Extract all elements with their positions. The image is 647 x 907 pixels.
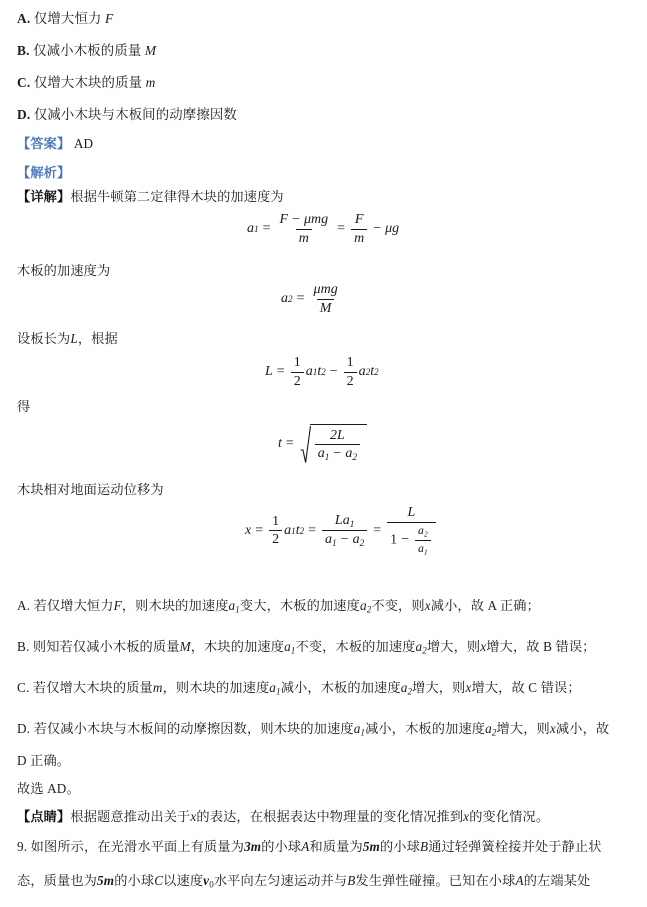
- displacement-label: 木块相对地面运动位移为: [17, 482, 164, 497]
- f-t-a1-sub: 1: [324, 452, 330, 463]
- analysis-a-p4: 不变，则: [371, 598, 425, 613]
- q9-l1-c: 和质量为: [309, 839, 363, 854]
- formula-x-nested-fraction: [415, 524, 431, 557]
- f-x-n-a2: a: [418, 523, 424, 537]
- analysis-b-tag: B.: [17, 639, 30, 654]
- answer-value: AD: [73, 136, 94, 151]
- f-x-nested-den: [415, 540, 431, 557]
- f-t-minus: −: [333, 446, 342, 462]
- formula-t-radicand: [310, 424, 367, 464]
- analysis-b-v2-sub: 1: [290, 645, 296, 656]
- q9-mass-3m: 3m: [244, 839, 262, 854]
- formula-a1-numerator-1: [277, 212, 332, 229]
- formula-a1-fraction-1: [277, 212, 332, 246]
- formula-L-a2: a: [358, 364, 366, 380]
- analysis-b-p4: 增大，则: [426, 639, 481, 654]
- q9-velocity-v: v: [203, 873, 210, 888]
- analysis-b-p5: 增大，故 B 错误；: [486, 639, 596, 654]
- conclusion-line: 故选 AD。: [17, 781, 80, 796]
- formula-x: x = $\frac{1}{2}$ a 1 t 2 = $\frac{La1}{a1 - a2}$ = L 1 − $\frac{a2}{a1}$: [245, 505, 438, 557]
- summary-v1: x: [190, 809, 197, 824]
- analysis-b-p2: ，木块的加速度: [190, 639, 285, 654]
- q9-l2-b: 的小球: [114, 873, 155, 888]
- board-accel-label: 木板的加速度为: [17, 263, 111, 278]
- option-b-variable: M: [144, 43, 157, 58]
- q9-ball-a-2: A: [515, 873, 524, 888]
- formula-x-half-den: 2: [269, 530, 282, 548]
- q9-l1-d: 的小球: [379, 839, 420, 854]
- question-9-line-1: [17, 838, 602, 855]
- analysis-b-v3-sub: 2: [422, 645, 427, 656]
- analysis-c-v1: m: [152, 680, 163, 695]
- detail-text: 根据牛顿第二定律得木块的加速度为: [70, 189, 284, 204]
- analysis-b-v1: M: [179, 639, 191, 654]
- analysis-a-tag: A.: [17, 598, 31, 613]
- f-x-d-minus: −: [340, 532, 349, 548]
- analysis-c-v2: a: [269, 680, 277, 695]
- formula-x-a1: a: [284, 522, 292, 538]
- formula-L-t1-sup: 2: [321, 367, 326, 378]
- analysis-marker: 【解析】: [17, 165, 71, 180]
- formula-x-half-num: 1: [272, 513, 280, 529]
- f-x-nested-num: [415, 524, 431, 540]
- q9-l2-a: 态，质量也为: [17, 873, 98, 888]
- formula-a2-numerator: [311, 282, 341, 299]
- question-9-line-2: [17, 872, 590, 894]
- option-c-tag: C.: [17, 75, 31, 90]
- formula-t-denominator: [315, 444, 360, 462]
- q9-ball-b-2: B: [347, 873, 356, 888]
- formula-a1-tail-g: g: [392, 221, 400, 237]
- f-x-d-a2: a: [352, 532, 360, 548]
- formula-a1-tail-minus: −: [373, 221, 382, 237]
- analysis-d-v2: a: [353, 721, 361, 736]
- option-b-text: 仅减小木板的质量: [33, 43, 142, 58]
- answer-marker: 【答案】: [17, 136, 71, 151]
- analysis-d-v4: x: [549, 721, 556, 736]
- formula-x-frac3-den: [387, 522, 436, 557]
- formula-t-numerator: 2L: [329, 427, 345, 443]
- analysis-c-v3: a: [400, 680, 408, 695]
- f-a1-mu: μ: [304, 212, 312, 227]
- formula-a2-lhs: a: [281, 291, 288, 307]
- analysis-b-p1: 则知若仅减小木板的质量: [32, 639, 180, 654]
- formula-L-half-2: [344, 355, 357, 389]
- formula-x-fraction-2: [322, 513, 367, 548]
- f-t-a2-sub: 2: [352, 452, 357, 463]
- f-a1-m: m: [311, 212, 322, 227]
- summary-line: [17, 808, 549, 825]
- formula-x-lhs: x: [245, 522, 252, 538]
- formula-L-t2-sup: 2: [374, 367, 379, 378]
- q9-l1-b: 的小球: [261, 839, 302, 854]
- board-length-text-1: 设板长为: [17, 331, 71, 346]
- formula-a2-lhs-sub: 2: [288, 294, 293, 305]
- f-x-n-a1-sub: 1: [423, 547, 428, 557]
- f-x-d-a2-sub: 2: [359, 538, 365, 549]
- option-a-tag: A.: [17, 11, 31, 26]
- f-x-n-a2-sub: 2: [423, 529, 428, 538]
- formula-L-t2: t: [370, 364, 375, 380]
- detail-line: [17, 188, 284, 205]
- f-x-n-a1: a: [418, 541, 424, 555]
- question-9-number: 9.: [17, 839, 28, 854]
- summary-p1: 根据题意推动出关于: [70, 809, 191, 824]
- formula-L-a1: a: [305, 364, 313, 380]
- analysis-a-p1: 若仅增大恒力: [33, 598, 114, 613]
- option-c: [17, 74, 155, 91]
- option-a: [17, 10, 113, 27]
- analysis-c-p1: 若仅增大木块的质量: [32, 680, 153, 695]
- formula-L-minus: −: [329, 364, 338, 380]
- formula-L-lhs: L: [265, 364, 273, 380]
- formula-L-half1-den: 2: [291, 372, 304, 390]
- formula-t-lhs: t: [278, 436, 282, 451]
- analysis-a-v4: x: [424, 598, 431, 613]
- formula-a1-lhs: a: [247, 221, 254, 237]
- analysis-c-v4: x: [465, 680, 472, 695]
- option-d: [17, 106, 237, 123]
- option-a-text: 仅增大恒力: [33, 11, 102, 26]
- formula-x-frac3-num: L: [407, 505, 416, 520]
- f-a1-minus: −: [292, 212, 300, 227]
- formula-a1-denominator-2: m: [351, 229, 367, 247]
- formula-a1-tail-mu: μ: [385, 221, 393, 237]
- formula-a1: a 1 = $\frac{\text{F − μmg}}{m}$ = $\frac{F}{m}$ − μ g: [247, 212, 400, 246]
- analysis-d-tag: D.: [17, 721, 31, 736]
- analysis-c-p3: 减小，木板的加速度: [280, 680, 401, 695]
- summary-p2: 的表达，在根据表达中物理量的变化情况推到: [196, 809, 464, 824]
- q9-l2-c: 以速度: [163, 873, 204, 888]
- formula-L-half2-den: 2: [344, 372, 357, 390]
- analysis-c-p4: 增大，则: [412, 680, 466, 695]
- q9-l1-e: 通过轻弹簧栓接并处于静止状: [428, 839, 602, 854]
- analysis-line: [17, 164, 70, 181]
- formula-x-half: [269, 514, 282, 548]
- analysis-option-a: [17, 597, 540, 619]
- analysis-c-v3-sub: 2: [407, 686, 413, 697]
- analysis-d-v3: a: [485, 721, 492, 736]
- f-x-a-sub: 1: [349, 519, 355, 530]
- f-x-a: a: [342, 513, 350, 529]
- analysis-d-v2-sub: 1: [360, 727, 366, 738]
- formula-a2: a 2 = $\frac{\text{μmg}}{M}$: [281, 282, 343, 316]
- formula-L-a1-sub: 1: [312, 367, 318, 378]
- f-x-d-a1-sub: 1: [332, 538, 337, 549]
- formula-L-half1-num: 1: [293, 355, 301, 370]
- f-t-a2: a: [345, 446, 353, 462]
- formula-x-frac2-den: [322, 530, 367, 548]
- summary-marker: 【点睛】: [17, 809, 71, 824]
- option-c-variable: m: [145, 75, 156, 90]
- formula-a1-fraction-2: [351, 212, 367, 246]
- option-b-tag: B.: [17, 43, 30, 58]
- formula-t: t = $\frac{2L}{a1 - a2}$: [278, 424, 367, 464]
- q9-mass-5m: 5m: [362, 839, 380, 854]
- q9-velocity-sub: 0: [209, 879, 214, 890]
- formula-x-fraction-3: [387, 505, 436, 557]
- formula-L-t1: t: [317, 364, 322, 380]
- analysis-d-v3-sub: 2: [491, 727, 497, 738]
- f-a1-F: F: [279, 212, 289, 227]
- detail-marker: 【详解】: [17, 189, 71, 204]
- f-a1-g: g: [321, 212, 329, 227]
- f-x-n-minus: −: [401, 532, 409, 548]
- formula-L: L = $\frac{1}{2}$ a 1 t 2 − $\frac{1}{2}$ a 2 t 2: [265, 355, 379, 389]
- board-length-variable: L: [70, 331, 78, 346]
- analysis-d-p1: 若仅减小木块与木板间的动摩擦因数，则木块的加速度: [33, 721, 354, 736]
- formula-t-radical: [300, 424, 367, 464]
- q9-mass-5m-2: 5m: [97, 873, 115, 888]
- analysis-a-v3: a: [359, 598, 367, 613]
- formula-a2-denominator: M: [317, 299, 335, 317]
- option-d-text: 仅减小木块与木板间的动摩擦因数: [33, 107, 237, 122]
- formula-a1-denominator-1: m: [296, 229, 312, 247]
- f-x-one: 1: [390, 532, 398, 548]
- f-a2-m: m: [320, 282, 331, 297]
- q9-ball-a: A: [301, 839, 310, 854]
- analysis-c-p5: 增大，故 C 错误；: [471, 680, 581, 695]
- analysis-c-v2-sub: 1: [276, 686, 281, 697]
- q9-ball-c: C: [154, 873, 164, 888]
- q9-l1-a: 如图所示，在光滑水平面上有质量为: [30, 839, 245, 854]
- analysis-b-v3: a: [415, 639, 423, 654]
- formula-L-a2-sub: 2: [365, 367, 371, 378]
- formula-x-t: t: [295, 522, 300, 538]
- analysis-b-v2: a: [284, 639, 291, 654]
- analysis-b-p3: 不变，木板的加速度: [295, 639, 416, 654]
- q9-l2-d: 水平向左匀速运动并与: [213, 873, 348, 888]
- analysis-a-p5: 减小，故 A 正确；: [430, 598, 540, 613]
- formula-x-t-sup: 2: [299, 525, 305, 536]
- analysis-a-p3: 变大，木板的加速度: [239, 598, 360, 613]
- summary-p3: 的变化情况。: [469, 809, 550, 824]
- answer-line: [17, 135, 93, 152]
- f-x-L: L: [334, 513, 343, 529]
- analysis-a-p2: ，则木块的加速度: [121, 598, 229, 613]
- f-a2-g: g: [330, 282, 338, 297]
- board-length-label: [17, 330, 118, 347]
- analysis-option-b: [17, 638, 596, 660]
- analysis-a-v3-sub: 2: [366, 604, 372, 615]
- q9-l2-e: 发生弹性碰撞。已知在小球: [355, 873, 516, 888]
- analysis-d-p3: 减小，木板的加速度: [365, 721, 486, 736]
- option-b: [17, 42, 156, 59]
- formula-L-half-1: [291, 355, 304, 389]
- summary-v2: x: [463, 809, 470, 824]
- analysis-b-v4: x: [480, 639, 487, 654]
- analysis-d-p5: 减小，故: [555, 721, 610, 736]
- option-a-variable: F: [105, 11, 114, 26]
- f-x-d-a1: a: [325, 532, 333, 548]
- f-a2-mu: μ: [313, 282, 321, 297]
- de-label: 得: [17, 399, 31, 414]
- analysis-option-d: [17, 720, 609, 742]
- analysis-option-c: [17, 679, 581, 701]
- analysis-c-tag: C.: [17, 680, 30, 695]
- option-d-tag: D.: [17, 107, 31, 122]
- board-length-text-2: ，根据: [77, 331, 118, 346]
- formula-x-a1-sub: 1: [291, 525, 296, 536]
- formula-t-fraction: [315, 428, 360, 463]
- formula-a2-fraction: [311, 282, 341, 316]
- q9-ball-b: B: [419, 839, 429, 854]
- analysis-d-line2: D 正确。: [17, 753, 71, 768]
- analysis-d-p4: 增大，则: [496, 721, 550, 736]
- formula-a1-lhs-sub: 1: [254, 224, 259, 235]
- analysis-a-v1: F: [113, 598, 122, 613]
- q9-l2-f: 的左端某处: [523, 873, 591, 888]
- formula-a1-numerator-2: F: [354, 212, 364, 227]
- analysis-c-p2: ，则木块的加速度: [162, 680, 270, 695]
- analysis-a-v2-sub: 1: [235, 604, 240, 615]
- f-t-a1: a: [317, 446, 325, 462]
- option-c-text: 仅增大木块的质量: [33, 75, 143, 90]
- formula-x-frac2-num: [332, 513, 357, 530]
- formula-L-half2-num: 1: [346, 355, 354, 370]
- analysis-a-v2: a: [228, 598, 236, 613]
